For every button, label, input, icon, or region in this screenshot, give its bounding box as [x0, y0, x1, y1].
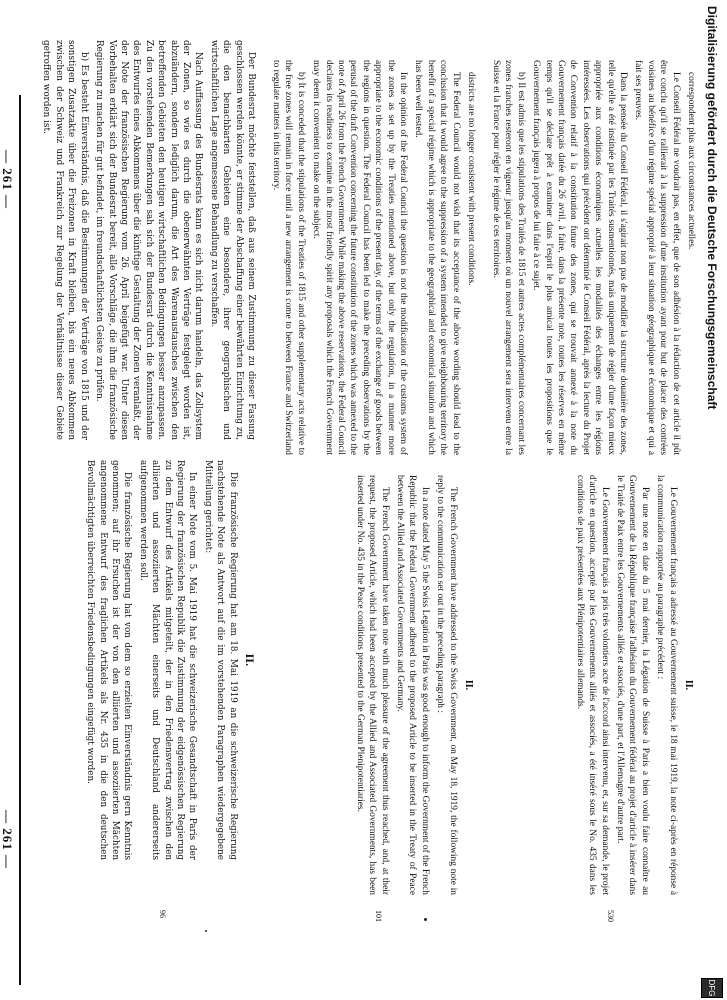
- english-para-0: districts are no longer consistent with present conditions.: [466, 72, 476, 286]
- digitization-banner: [703, 6, 721, 966]
- english-column-2: [265, 475, 477, 895]
- english-para-1: The Federal Council would not wish that its acceptance of the above wording should lead to the conclusion that it would agree to the suppression of a system intended to give neighbouring territory the benefit of a special régime which is appropriate to the geographical and economical situation and which has been well tested.: [413, 60, 461, 455]
- french-para-0: correspondent plus aux circonstances actuelles.: [686, 72, 696, 250]
- page-number-right: — 261 —: [0, 810, 15, 869]
- french-column-2: [485, 475, 697, 895]
- banner-text: Digitalisierung gefördert durch die Deutsche Forschungsgemeinschaft: [705, 6, 719, 410]
- header-rule: [19, 95, 21, 985]
- scan-speck: [205, 930, 207, 932]
- french-para-4: Par une note en date du 5 mai dernier, la Légation de Suisse à Paris a bien voulu faire connaître au Gouvernement de la République française l'adhésion du Gouvernement fédéral au projet d'article à insérer dans le Traité de Paix entre les Gouvernements alliés et associés, d'une part, et l'Allemagne d'autre part.: [614, 475, 650, 895]
- french-para-b: b) Il est admis que les stipulations des Traités de 1815 et autres actes complémentaires concernant les zones franches resteront en vigueur jusqu'au moment où un nouvel arrangement sera intervenu entre la Suisse et la France pour régler le régime de ces territoires.: [490, 60, 526, 455]
- german-para-5: Die französische Regierung hat von dem so erzielten Einverständnis gern Kenntnis genommen; auf ihr Ersuchen ist der von den alliierten und assoziierten Mächten angenommene Entwurf des fraglichen Artikels als Nr. 435 in die den deutschen Bevollmächtigten überreichten Friedensbedingungen eingefügt worden.: [85, 460, 133, 860]
- english-para-5: The French Government have taken note with much pleasure of the agreement thus reached, and, at their request, the proposed Article, which had been accepted by the Allied and Associated Governments, has been inserted under No. 435 in the Peace conditions presented to the German Plenipotentiaries.: [354, 475, 390, 895]
- dfg-logo: DFG: [701, 978, 723, 998]
- french-para-2: Dans la pensée du Conseil Fédéral, il s'agirait non pas de modifier la structure douanière des zones, telle qu'elle a été instituée par les Traités susmentionnés, mais uniquement de régler d'une façon mieux appropriée aux conditions économiques actuelles les modalités des échanges entre les régions intéressées. Les observations qui précèdent ont déterminé le Conseil Fédéral, après la lecture du Projet de Convention relatif à la constitution future des zones, qui se trouvait annexé à la note du Gouvernement français datée du 26 avril, à faire, dans la présente note, toutes les réserves en même temps qu'il se déclare prêt à examiner dans l'esprit le plus amical toutes les propositions que le Gouvernement français jugera à propos de lui faire à ce sujet.: [531, 60, 628, 455]
- german-para-b: b) Es besteht Einverständnis, daß die Bestimmungen der Verträge von 1815 und der sonstigen Zusatzakte über die Freizonen in Kraft bleiben, bis ein neues Abkommen zwischen der Schweiz und Frankreich zur Regelung der Verhältnisse dieser Gebiete getroffen worden ist.: [41, 40, 89, 440]
- french-para-3: Le Gouvernement français a adressé au Gouvernement suisse, le 18 mai 1919, la note ci-après en réponse à la communication rapportée au paragraphe précédent :: [655, 475, 678, 895]
- german-para-2: Nach Auffassung des Bundesrats kann es sich nicht darum handeln, das Zollsystem der Zonen, so wie es durch die obenerwähnten Verträge festgelegt worden ist, abzuändern, sondern lediglich darum, die Art des Warenaustausches zwischen den betreffenden Gebieten den heutigen wirtschaftlichen Bedingungen besser anzupassen. Zu den vorstehenden Bemerkungen sah sich der Bundesrat durch die Kenntnisnahme des Entwurfes eines Abkommens über die künftige Gestaltung der Zonen veranlaßt, der der Note der französischen Regierung vom 26. April beigefügt war. Unter diesen Vorbehalten erklärt sich der Bundesrat bereit, alle Vorschläge, die ihm die französische Regierung zu machen für gut befindet, im freundschaftlichsten Geiste zu prüfen.: [94, 40, 204, 440]
- folio-left: 530: [606, 910, 615, 922]
- page-number-left: — 261 —: [0, 150, 15, 209]
- scan-speck: [424, 918, 427, 921]
- english-column: [265, 60, 477, 455]
- german-para-0: Der Bundesrat möchte feststellen, daß aus seinem Zustimmung zu dieser Fassung geschlossen werden könnte, er stimme der Abschaffung einer bewährten Einrichtung zu, die den benachbarten Gebieten eine besondere, ihrer geographischen und wirtschaftlichen Lage angemessene Behandlung zu verschaffen.: [208, 40, 256, 440]
- english-para-2: In the opinion of the Federal Council the question is not the modification of the customs system of the zones as set up by the Treaties mentioned above, but only the regulation, in a manner more appropriate to the economic conditions of the present day, of the terms of the exchange of goods between the regions in question. The Federal Council has been led to make the preceding observations by the perusal of the draft Convention concerning the future constitution of the zones which was annexed to the note of April 26 from the French Government. While making the above reservations, the Federal Council declares its readiness to examine in the most friendly spirit any proposals which the French Government may deem it convenient to make on the subject.: [311, 60, 408, 455]
- english-para-4: In a note dated May 5 the Swiss Legation in Paris was good enough to inform the Government of the French Republic that the Federal Government adhered to the proposed Article to be inserted in the Treaty of Peace between the Allied and Associated Governments and Germany.: [394, 475, 430, 895]
- folio-middle: 101: [374, 910, 383, 922]
- german-para-3: Die französische Regierung hat am 18. Mai 1919 an die schweizerische Regierung nachstehende Note als Antwort auf die im vorstehenden Paragraphen wiedergegebene Mitteilung gerichtet:: [202, 460, 238, 860]
- english-para-b: b) It is conceded that the stipulations of the Treaties of 1815 and other supplementary acts relative to the free zones will remain in force until a new arrangement is come to between France and Switzerland to regulate matters in this territory.: [270, 60, 306, 455]
- german-para-4: In einer Note vom 5. Mai 1919 hat die schweizerische Gesandtschaft in Paris der Regierung der französischen Republik die Zustimmung der eidgenössischen Regierung zu dem Entwurf des Artikels mitgeteilt, der in den Friedensvertrag zwischen den alliierten und assoziierten Mächten einerseits und Deutschland andererseits aufgenommen werden soll.: [137, 460, 198, 860]
- german-column-2: [31, 460, 257, 860]
- french-section-heading: II.: [683, 679, 694, 691]
- german-section-heading: II.: [243, 653, 254, 667]
- french-para-1: Le Conseil Fédéral ne voudrait pas, en effet, que de son adhésion à la rédaction de cet article il pût être conclu qu'il se rallierait à la suppression d'une institution ayant pour but de placer des contrées voisines au bénéfice d'un régime spécial approprié à leur situation géographique et économique et qui a fait ses preuves.: [633, 60, 681, 455]
- english-para-3: The French Government have addressed to the Swiss Government, on May 18, 1919, the following note in reply to the communication set out in the preceding paragraph :: [435, 475, 458, 895]
- french-para-5: Le Gouvernement français a pris très volontiers acte de l'accord ainsi intervenu, et, sur sa demande, le projet d'article en question, accepté par les Gouvernements alliés et associés, a été inséré sous le No. 435 dans les conditions de paix présentées aux Plénipotentiaires allemands.: [574, 475, 610, 895]
- french-column: [485, 60, 697, 455]
- german-column: [31, 40, 257, 440]
- folio-right: 96: [158, 910, 167, 918]
- english-section-heading: II.: [463, 679, 474, 691]
